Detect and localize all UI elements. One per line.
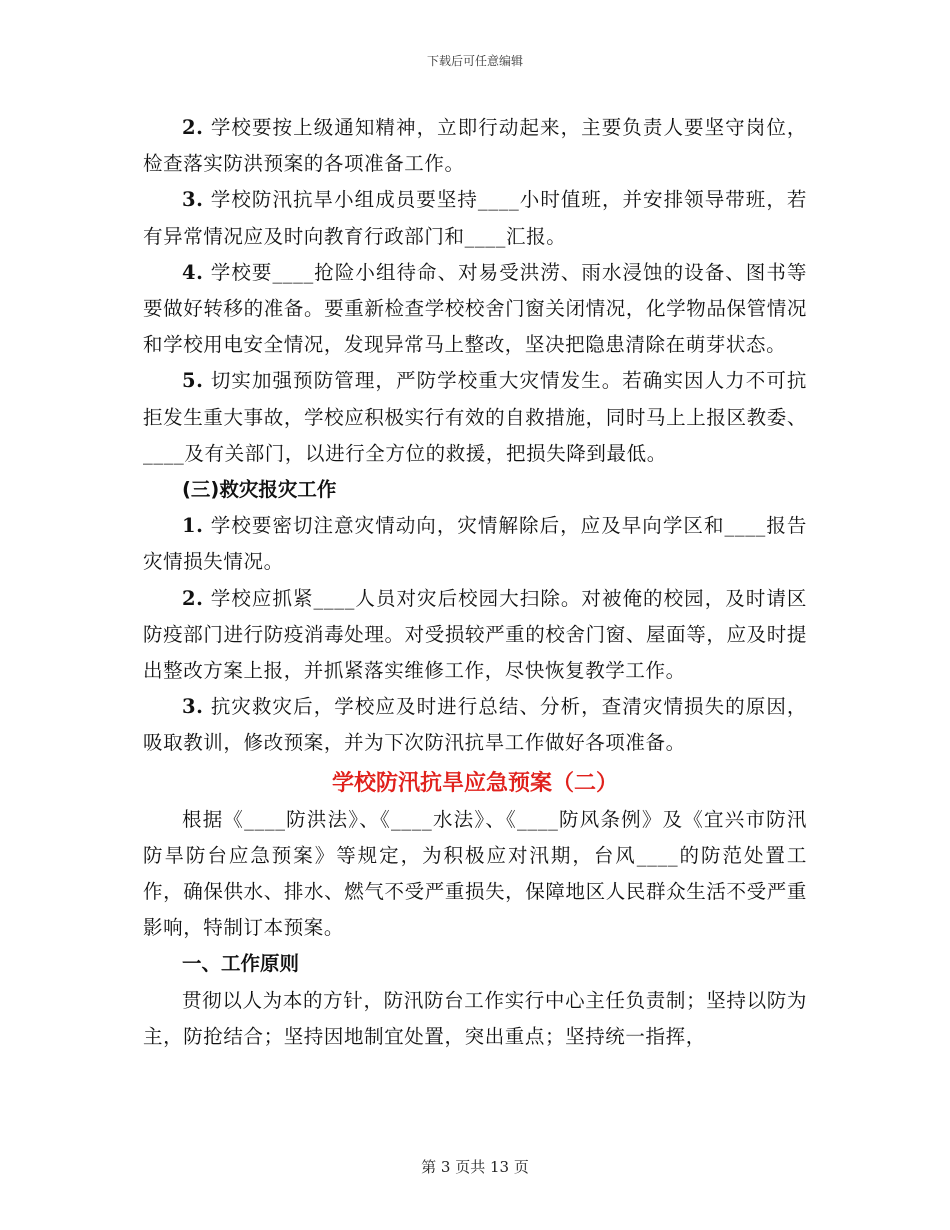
paragraph-item-1 [143, 508, 807, 580]
section1-paragraph: 贯彻以人为本的方针，防汛防台工作实行中心主任负责制；坚持以防为主，防抢结合；坚持因地制宜处置，突出重点；坚持统一指挥， [143, 988, 807, 1048]
item-number: 3. [182, 188, 204, 212]
document-body [143, 110, 807, 1055]
paragraph-item-5 [143, 363, 807, 472]
section-heading: (三)救灾报灾工作 [182, 478, 337, 502]
paragraph-item-3 [143, 182, 807, 254]
item-number: 1. [182, 514, 204, 538]
item-number: 4. [182, 260, 204, 284]
paragraph-text: 学校要密切注意灾情动向，灾情解除后，应及早向学区和____报告灾情损失情况。 [143, 514, 807, 574]
header-note: 下载后可任意编辑 [426, 54, 523, 68]
paragraph-text: 抗灾救灾后，学校应及时进行总结、分析，查清灾情损失的原因，吸取教训，修改预案，并为下次防汛抗旱工作做好各项准备。 [143, 695, 807, 755]
section1-heading: 一、工作原则 [182, 952, 300, 976]
paragraph-item-2b [143, 581, 807, 690]
document-title: 学校防汛抗旱应急预案（二） [331, 770, 618, 796]
paragraph-text: 学校应抓紧____人员对灾后校园大扫除。对被俺的校园，及时请区防疫部门进行防疫消毒处理。对受损较严重的校舍门窗、屋面等，应及时提出整改方案上报，并抓紧落实维修工作，尽快恢复教学工作。 [143, 586, 807, 683]
page-number: 第 3 页共 13 页 [421, 1158, 529, 1176]
item-number: 2. [182, 116, 204, 139]
item-number: 2. [182, 586, 204, 610]
paragraph-item-2 [143, 110, 807, 182]
paragraph-text: 切实加强预防管理，严防学校重大灾情发生。若确实因人力不可抗拒发生重大事故，学校应积极实行有效的自救措施，同时马上上报区教委、____及有关部门，以进行全方位的救援，把损失降到最低。 [143, 369, 807, 465]
item-number: 5. [182, 369, 204, 393]
item-number: 3. [182, 695, 204, 719]
paragraph-item-4 [143, 255, 807, 364]
intro-paragraph: 根据《____防洪法》、《____水法》、《____防风条例》及《宜兴市防汛防旱防台应急预案》等规定，为积极应对汛期，台风____的防范处置工作，确保供水、排水、燃气不受严重损失，保障地区人民群众生活不受严重影响，特制订本预案。 [143, 807, 807, 940]
paragraph-text: 学校要按上级通知精神，立即行动起来，主要负责人要坚守岗位，检查落实防洪预案的各项准备工作。 [143, 116, 807, 176]
paragraph-item-3b [143, 689, 807, 761]
paragraph-text: 学校要____抢险小组待命、对易受洪涝、雨水浸蚀的设备、图书等要做好转移的准备。要重新检查学校校舍门窗关闭情况，化学物品保管情况和学校用电安全情况，发现异常马上整改，坚决把隐患清除在萌芽状态。 [143, 260, 807, 357]
paragraph-text: 学校防汛抗旱小组成员要坚持____小时值班，并安排领导带班，若有异常情况应及时向教育行政部门和____汇报。 [143, 188, 807, 248]
